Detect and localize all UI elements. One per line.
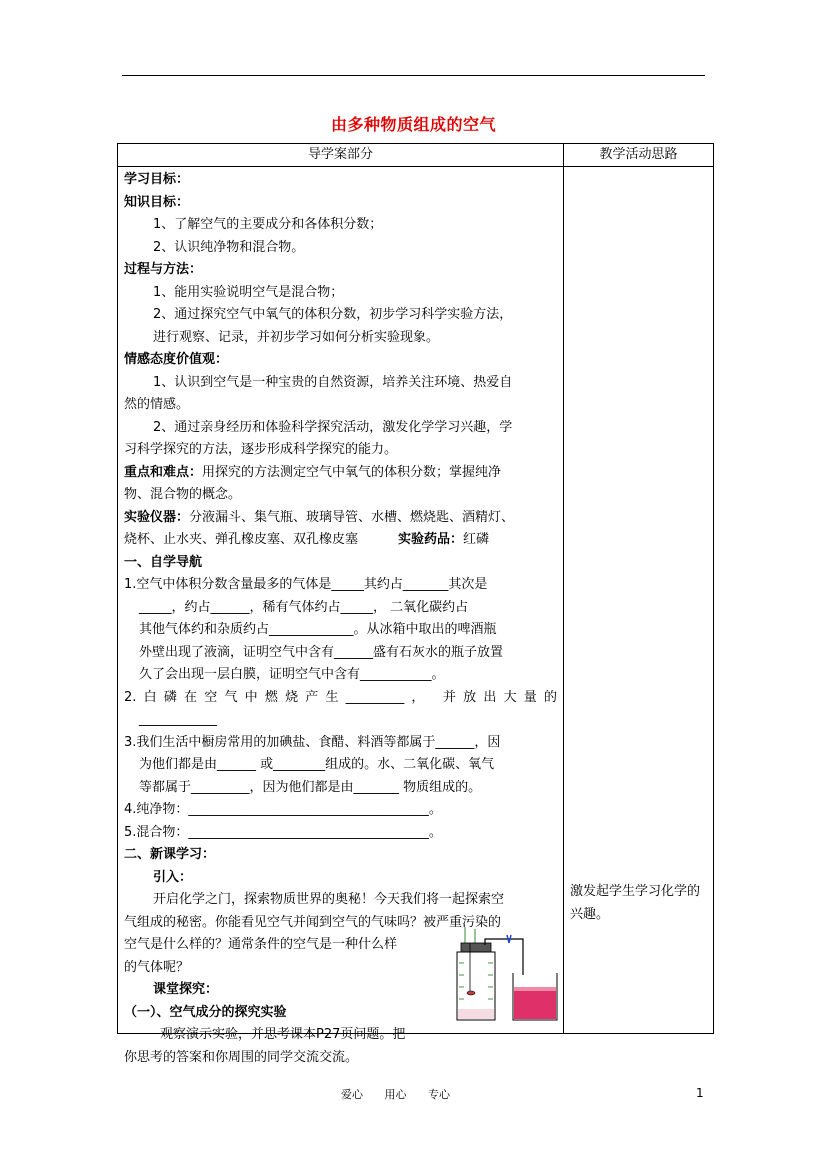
document-title: 由多种物质组成的空气 bbox=[330, 115, 496, 134]
right-column-header: 教学活动思路 bbox=[564, 144, 714, 167]
question-1-cont-d: 久了会出现一层白膜，证明空气中含有___________。 bbox=[139, 667, 445, 682]
lesson-plan-table bbox=[117, 143, 714, 1065]
learning-goals-heading: 学习目标： bbox=[124, 172, 190, 187]
self-study-heading: 一、自学导航 bbox=[124, 554, 203, 570]
equipment-label: 实验仪器： bbox=[124, 509, 190, 525]
teaching-note: 激发起学生学习化学的兴趣。 bbox=[570, 884, 701, 922]
attitude-values-heading: 情感态度价值观： bbox=[124, 352, 229, 367]
air-composition-experiment-heading: （一）、空气成分的探究实验 bbox=[124, 1004, 287, 1020]
combustion-apparatus-icon bbox=[453, 925, 561, 1025]
equipment-text-cont: 烧杯、止水夹、弹孔橡皮塞、双孔橡皮塞 bbox=[124, 532, 359, 547]
knowledge-goal-1: 1、了解空气的主要成分和各体积分数； bbox=[153, 217, 383, 232]
question-1-cont-c: 外壁出现了液滴，证明空气中含有______盛有石灰水的瓶子放置 bbox=[139, 644, 504, 660]
equipment-cont bbox=[124, 529, 557, 552]
page-number: 1 bbox=[696, 1086, 704, 1100]
knowledge-goals-heading: 知识目标： bbox=[124, 194, 190, 210]
question-2: 2.白磷在空气中燃烧产生_________， 并放出大量的 bbox=[124, 689, 557, 705]
question-3-cont-b: 等都属于_________，因为他们都是由_______ 物质组成的。 bbox=[139, 779, 482, 795]
question-1-cont-b: 其他气体约和杂质约占_____________。从冰箱中取出的啤酒瓶 bbox=[139, 622, 497, 637]
equipment-line bbox=[124, 507, 557, 530]
question-5: 5.混合物：_____________________________________。 bbox=[124, 824, 442, 840]
key-points-text: 用探究的方法测定空气中氧气的体积分数；掌握纯净 bbox=[202, 464, 502, 480]
introduction-text-cont-b: 空气是什么样的？通常条件的空气是一种什么样 bbox=[124, 937, 398, 952]
attitude-goal-2: 2、通过亲身经历和体验科学探究活动，激发化学学习兴趣，学 bbox=[153, 419, 513, 435]
question-1-cont-a: _____，约占______，稀有气体约占_____， 二氧化碳约占 bbox=[139, 599, 469, 615]
attitude-goal-1-cont: 然的情感。 bbox=[124, 397, 190, 412]
class-inquiry-heading: 课堂探究： bbox=[153, 982, 219, 997]
question-2-cont: ____________ bbox=[139, 712, 217, 727]
process-goal-2-cont: 进行观察、记录，并初步学习如何分析实验现象。 bbox=[153, 329, 440, 345]
new-lesson-heading: 二、新课学习： bbox=[124, 847, 216, 862]
attitude-goal-2-cont: 习科学探究的方法，逐步形成科学探究的能力。 bbox=[124, 442, 398, 457]
knowledge-goal-2: 2、认识纯净物和混合物。 bbox=[153, 239, 305, 255]
guided-study-cell bbox=[118, 167, 564, 1065]
header-rule bbox=[122, 75, 705, 76]
experiment-instruction-cont: 你思考的答案和你周围的同学交流交流。 bbox=[124, 1049, 359, 1065]
left-column-header: 导学案部分 bbox=[118, 144, 564, 167]
question-1: 1.空气中体积分数含量最多的气体是_____其约占_______其次是 bbox=[124, 577, 488, 592]
question-3: 3.我们生活中橱房常用的加碘盐、食醋、料酒等都属于______，因 bbox=[124, 734, 501, 750]
experiment-instruction: 观察演示实验，并思考课本P27页问题。把 bbox=[160, 1027, 406, 1042]
introduction-text: 开启化学之门，探索物质世界的奥秘！今天我们将一起探索空 bbox=[153, 892, 505, 907]
introduction-text-cont-c: 的气体呢？ bbox=[124, 959, 190, 975]
guided-study-content bbox=[118, 167, 563, 1065]
introduction-heading: 引入： bbox=[153, 869, 193, 885]
key-points-line bbox=[124, 462, 557, 485]
process-goal-2: 2、通过探究空气中氧气的体积分数，初步学习科学实验方法， bbox=[153, 307, 513, 322]
question-3-cont-a: 为他们都是由______ 或________组成的。水、二氧化碳、氧气 bbox=[139, 757, 495, 772]
attitude-goal-1: 1、认识到空气是一种宝贵的自然资源，培养关注环境、热爱自 bbox=[153, 374, 513, 390]
equipment-text: 分液漏斗、集气瓶、玻璃导管、水槽、燃烧匙、酒精灯、 bbox=[189, 509, 515, 525]
reagents-text: 红磷 bbox=[463, 532, 490, 547]
reagents-label: 实验药品： bbox=[398, 532, 464, 547]
footer-motto: 爱心 用心 专心 bbox=[341, 1088, 450, 1101]
process-method-heading: 过程与方法： bbox=[124, 262, 203, 277]
question-4: 4.纯净物：_____________________________________。 bbox=[124, 802, 442, 817]
introduction-text-cont-a: 气组成的秘密。你能看见空气并闻到空气的气味吗？被严重污染的 bbox=[124, 914, 502, 930]
key-points-cont: 物、混合物的概念。 bbox=[124, 487, 242, 502]
teaching-notes-cell bbox=[564, 167, 714, 1034]
key-points-label: 重点和难点： bbox=[124, 464, 203, 480]
process-goal-1: 1、能用实验说明空气是混合物； bbox=[153, 284, 344, 300]
